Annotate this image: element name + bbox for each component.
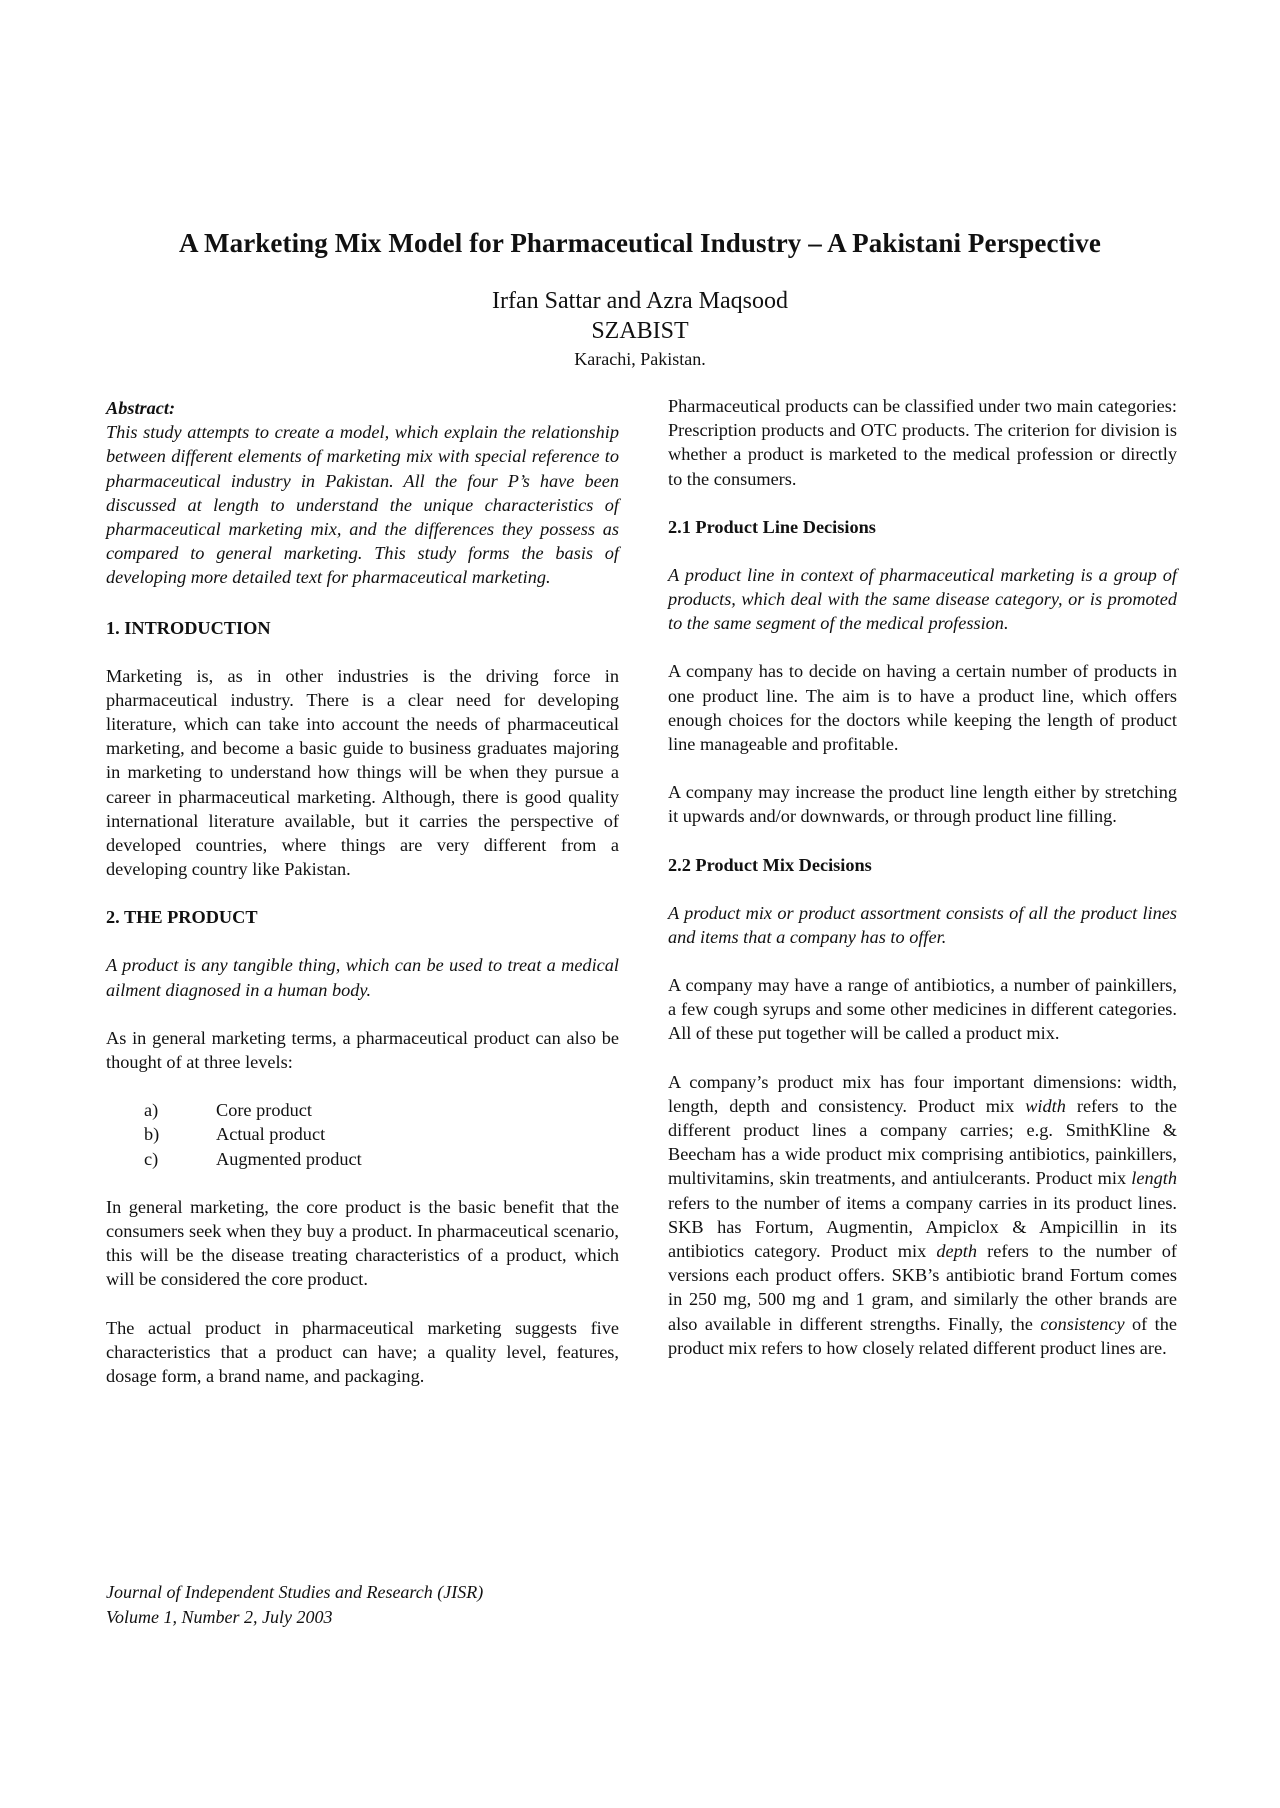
product-line-paragraph-2: A company may increase the product line length either by stretching it upwards and/or downwards, or through product line filling. bbox=[668, 782, 1177, 827]
left-column bbox=[106, 396, 619, 1388]
list-marker: c) bbox=[144, 1148, 159, 1169]
abstract-text: This study attempts to create a model, which explain the relationship between different elements of marketing mix with special reference to pharmaceutical industry in Pakistan. All the four P’s have been discussed at length to understand the unique characteristics of pharmaceutical marketing mix, and the differences they possess as compared to general marketing. This study forms the basis of developing more detailed text for pharmaceutical marketing. bbox=[106, 422, 619, 588]
classification-paragraph: Pharmaceutical products can be classified under two main categories: Prescription products and OTC products. The criterion for division is whether a product is marketed to the medical profession or directly to the consumers. bbox=[668, 396, 1177, 489]
core-product-paragraph: In general marketing, the core product is the basic benefit that the consumers seek when they buy a product. In pharmaceutical scenario, this will be the disease treating characteristics of a product, which will be considered the core product. bbox=[106, 1196, 619, 1290]
term-depth: depth bbox=[936, 1241, 978, 1262]
list-label: Augmented product bbox=[216, 1148, 362, 1169]
term-width: width bbox=[1025, 1095, 1066, 1116]
dimensions-text: A company’s product mix has four important dimensions: width, length, depth and consistency. Product mix bbox=[668, 1071, 1177, 1116]
journal-footer bbox=[106, 1580, 483, 1630]
journal-name: Journal of Independent Studies and Research (JISR) bbox=[106, 1582, 484, 1602]
institution: SZABIST bbox=[591, 318, 689, 344]
abstract-label: Abstract: bbox=[106, 398, 176, 418]
dimensions-text: refers to the number of items a company carries in its product lines. SKB has Fortum, Augmentin, Ampiclox & Ampicillin in its antibiotics category. Product mix bbox=[668, 1192, 1177, 1262]
term-length: length bbox=[1131, 1168, 1177, 1189]
dimensions-text: of the product mix refers to how closely related different product lines are. bbox=[668, 1313, 1177, 1358]
product-mix-paragraph-1: A company may have a range of antibiotics, a number of painkillers, a few cough syrups and some other medicines in different categories. All of these put together will be called a product mix. bbox=[668, 975, 1177, 1044]
section-heading-product-mix: 2.2 Product Mix Decisions bbox=[668, 854, 872, 875]
dimensions-text: refers to the number of versions each product offers. SKB’s antibiotic brand Fortum comes in 250 mg, 500 mg and 1 gram, and similarly the other brands are also available in different strengths. Finally, the bbox=[668, 1241, 1177, 1334]
journal-volume: Volume 1, Number 2, July 2003 bbox=[106, 1607, 333, 1627]
author-location: Karachi, Pakistan. bbox=[574, 349, 706, 369]
list-marker: b) bbox=[144, 1124, 160, 1145]
paper-title: A Marketing Mix Model for Pharmaceutical Industry – A Pakistani Perspective bbox=[179, 228, 1101, 258]
dimensions-text: refers to the different product lines a company carries; e.g. SmithKline & Beecham has a wide product mix comprising antibiotics, painkillers, multivitamins, skin treatments, and antiulcerants. Product mix bbox=[668, 1095, 1177, 1189]
introduction-paragraph: Marketing is, as in other industries is the driving force in pharmaceutical industry. There is a clear need for developing literature, which can take into account the needs of pharmaceutical marketing, and become a basic guide to business graduates majoring in marketing to understand how things will be when they pursue a career in pharmaceutical marketing. Although, there is good quality international literature available, but it carries the perspective of developed countries, where things are very different from a developing country like Pakistan. bbox=[106, 665, 619, 880]
product-levels-intro: As in general marketing terms, a pharmaceutical product can also be thought of at three levels: bbox=[106, 1027, 619, 1073]
section-heading-introduction: 1. INTRODUCTION bbox=[106, 617, 271, 638]
list-item bbox=[106, 1122, 619, 1146]
actual-product-paragraph: The actual product in pharmaceutical marketing suggests five characteristics that a product can have; a quality level, features, dosage form, a brand name, and packaging. bbox=[106, 1317, 619, 1387]
author-block bbox=[0, 286, 1280, 346]
list-item bbox=[106, 1147, 619, 1171]
section-heading-product-line: 2.1 Product Line Decisions bbox=[668, 516, 876, 537]
authors: Irfan Sattar and Azra Maqsood bbox=[492, 288, 788, 314]
list-marker: a) bbox=[144, 1100, 159, 1121]
list-item bbox=[106, 1098, 619, 1122]
product-mix-dimensions-paragraph bbox=[668, 1070, 1177, 1360]
product-levels-list bbox=[106, 1098, 619, 1171]
product-mix-definition: A product mix or product assortment consists of all the product lines and items that a company has to offer. bbox=[668, 902, 1177, 947]
list-label: Core product bbox=[216, 1100, 312, 1121]
product-line-paragraph-1: A company has to decide on having a certain number of products in one product line. The aim is to have a product line, which offers enough choices for the doctors while keeping the length of product line manageable and profitable. bbox=[668, 661, 1177, 755]
product-definition: A product is any tangible thing, which can be used to treat a medical ailment diagnosed in a human body. bbox=[106, 955, 619, 1000]
right-column bbox=[668, 394, 1177, 1360]
term-consistency: consistency bbox=[1040, 1313, 1125, 1334]
list-label: Actual product bbox=[216, 1124, 326, 1145]
section-heading-product: 2. THE PRODUCT bbox=[106, 907, 258, 928]
product-line-definition: A product line in context of pharmaceutical marketing is a group of products, which deal with the same disease category, or is promoted to the same segment of the medical profession. bbox=[668, 564, 1177, 634]
